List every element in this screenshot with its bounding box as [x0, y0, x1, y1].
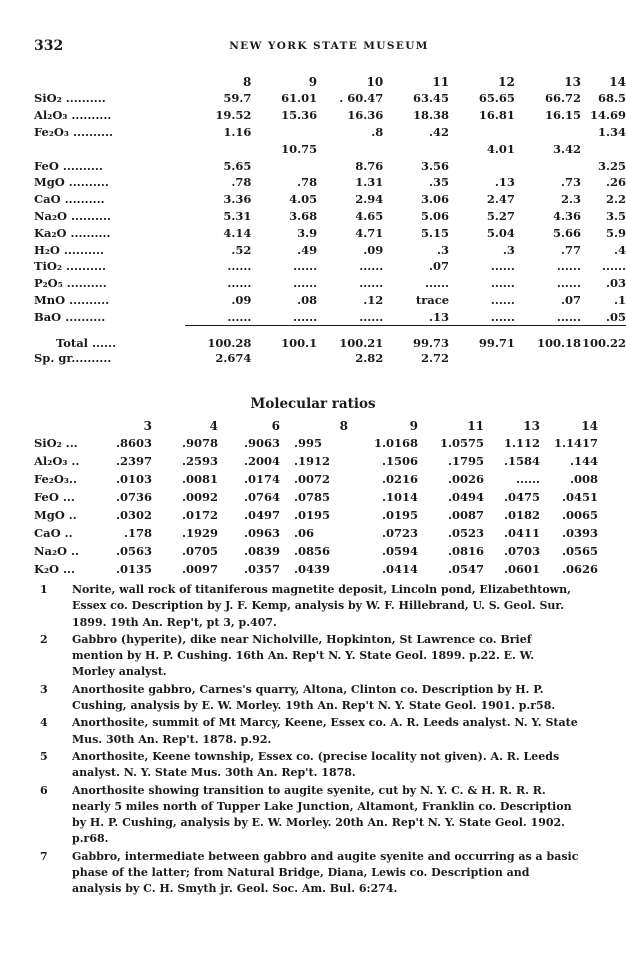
oxide-label: Na₂O .......... — [34, 208, 112, 223]
ratio-cell: .0414 — [381, 562, 418, 576]
footnote-text: Anorthosite, summit of Mt Marcy, Keene, Essex co. A. R. Leeds analyst. N. Y. State Mus. 30th An. Rep't. 1878. p.92. — [72, 716, 578, 746]
ratio-cell: 1.1417 — [553, 436, 598, 450]
analysis-cell: ...... — [359, 259, 384, 274]
footnote — [40, 783, 580, 848]
analysis-cell: .8 — [371, 124, 384, 139]
ratio-cell: .0195 — [381, 508, 418, 522]
ratio-cell: .0026 — [447, 472, 484, 486]
analysis-cell: 1.31 — [355, 175, 384, 190]
analysis-cell: .13 — [494, 175, 515, 190]
analysis-cell: 14.69 — [589, 108, 626, 123]
analysis-cell — [515, 124, 581, 141]
ratio-cell: .0451 — [561, 490, 598, 504]
analysis-cell: ...... — [490, 259, 515, 274]
analysis-cell: .09 — [231, 292, 252, 307]
ratio-cell: .0494 — [447, 490, 484, 504]
analysis-cell — [185, 140, 251, 157]
analysis-cell: 5.9 — [605, 225, 626, 240]
analysis-cell: ...... — [227, 259, 252, 274]
oxide-label: FeO ... — [34, 490, 75, 504]
analysis-cell — [251, 157, 317, 174]
analysis-cell: 18.38 — [413, 108, 450, 123]
total-cell: 100.22 — [581, 326, 626, 351]
oxide-label: CaO .. — [34, 526, 73, 540]
ratio-cell: .0626 — [561, 562, 598, 576]
molecular-ratios-title: Molecular ratios — [250, 396, 376, 412]
oxide-label: Ka₂O .......... — [34, 225, 111, 240]
oxide-label: P₂O₅ .......... — [34, 276, 107, 291]
analysis-cell — [449, 157, 515, 174]
ratio-cell: .0785 — [294, 490, 331, 504]
footnote-number: 3 — [40, 682, 48, 696]
analysis-cell — [317, 140, 383, 157]
ratio-cell: .0087 — [447, 508, 484, 522]
ratio-cell: .0172 — [181, 508, 218, 522]
ratio-row — [34, 452, 598, 470]
chemical-analysis-table — [34, 74, 626, 365]
analysis-cell: 1.34 — [597, 124, 626, 139]
ratio-cell: .0135 — [115, 562, 152, 576]
analysis-cell: .73 — [560, 175, 581, 190]
analysis-row — [34, 124, 626, 141]
analysis-cell: .03 — [605, 276, 626, 291]
analysis-cell: 3.36 — [223, 192, 252, 207]
oxide-label: Al₂O₃ .......... — [34, 108, 112, 123]
total-cell: 100.28 — [185, 326, 251, 351]
analysis-row — [34, 208, 626, 225]
analysis-cell: 5.04 — [486, 225, 515, 240]
column-header: 4 — [209, 419, 218, 433]
analysis-cell: ...... — [293, 259, 318, 274]
analysis-cell: 65.65 — [478, 91, 515, 106]
ratio-cell: .0081 — [181, 472, 218, 486]
oxide-label: Al₂O₃ .. — [34, 454, 80, 468]
footnote-number: 5 — [40, 749, 48, 763]
analysis-cell: 66.72 — [544, 91, 581, 106]
total-cell: 100.1 — [251, 326, 317, 351]
ratio-cell: .1584 — [503, 454, 540, 468]
analysis-cell: 5.65 — [223, 158, 252, 173]
ratio-cell: .144 — [569, 454, 598, 468]
ratio-cell: .0411 — [503, 526, 540, 540]
ratio-cell: .008 — [569, 472, 598, 486]
oxide-label: Fe₂O₃ .......... — [34, 124, 113, 139]
analysis-cell: 16.15 — [544, 108, 581, 123]
analysis-cell: .52 — [231, 242, 252, 257]
analysis-header-row — [34, 74, 626, 90]
analysis-cell: 8.76 — [355, 158, 384, 173]
analysis-cell: ...... — [227, 276, 252, 291]
molecular-ratios-table — [34, 418, 598, 578]
column-header: 6 — [271, 419, 280, 433]
oxide-label: Fe₂O₃.. — [34, 472, 77, 486]
analysis-cell: 3.42 — [552, 141, 581, 156]
analysis-cell: .78 — [297, 175, 318, 190]
analysis-cell: 68.5 — [597, 91, 626, 106]
column-header: 11 — [432, 75, 450, 89]
ratio-cell: .1795 — [447, 454, 484, 468]
ratio-cell: .1014 — [381, 490, 418, 504]
column-header: 14 — [609, 75, 626, 89]
ratio-cell: .9078 — [181, 436, 218, 450]
oxide-label: MnO .......... — [34, 292, 110, 307]
oxide-label: SiO₂ .......... — [34, 91, 106, 106]
analysis-cell: ...... — [556, 309, 581, 324]
analysis-row — [34, 241, 626, 258]
ratio-cell: ...... — [515, 472, 540, 486]
analysis-cell: 3.9 — [297, 225, 318, 240]
ratio-row — [34, 434, 598, 452]
oxide-label: TiO₂ .......... — [34, 259, 107, 274]
analysis-cell: 16.36 — [347, 108, 384, 123]
analysis-cell: ...... — [556, 276, 581, 291]
analysis-cell: .09 — [363, 242, 384, 257]
analysis-row — [34, 275, 626, 292]
ratio-cell: .0097 — [181, 562, 218, 576]
ratio-row — [34, 542, 598, 560]
analysis-cell: .4 — [613, 242, 626, 257]
total-cell: 100.18 — [515, 326, 581, 351]
analysis-cell: 5.15 — [421, 225, 450, 240]
ratio-cell: .0723 — [381, 526, 418, 540]
ratio-cell: .0856 — [294, 544, 331, 558]
analysis-cell: 2.94 — [355, 192, 384, 207]
analysis-cell: ...... — [359, 276, 384, 291]
ratio-cell: .995 — [294, 436, 323, 450]
ratio-cell: .06 — [294, 526, 315, 540]
analysis-cell: 4.05 — [289, 192, 318, 207]
analysis-row — [34, 292, 626, 309]
ratio-cell: .0072 — [294, 472, 331, 486]
analysis-cell: .07 — [429, 259, 450, 274]
ratio-row — [34, 488, 598, 506]
ratio-cell: .0439 — [294, 562, 331, 576]
analysis-cell: 2.3 — [560, 192, 581, 207]
analysis-cell: 3.56 — [421, 158, 450, 173]
analysis-row — [34, 258, 626, 275]
analysis-cell: 4.36 — [552, 208, 581, 223]
analysis-cell: .3 — [502, 242, 515, 257]
ratio-cell: .1912 — [294, 454, 331, 468]
analysis-row — [34, 224, 626, 241]
analysis-cell: 16.81 — [478, 108, 515, 123]
ratio-row — [34, 560, 598, 578]
footnote — [40, 715, 580, 748]
ratios-header-row — [34, 418, 598, 434]
oxide-label: FeO .......... — [34, 158, 103, 173]
oxide-label: SiO₂ ... — [34, 436, 78, 450]
analysis-cell: ...... — [490, 276, 515, 291]
specific-gravity-cell — [449, 350, 515, 365]
footnote — [40, 849, 580, 898]
analysis-cell: .05 — [605, 309, 626, 324]
specific-gravity-cell — [515, 350, 581, 365]
column-header: 8 — [242, 75, 252, 89]
analysis-cell: 4.71 — [355, 225, 384, 240]
ratio-cell: .0563 — [115, 544, 152, 558]
footnote — [40, 632, 580, 681]
analysis-cell: .78 — [231, 175, 252, 190]
ratio-cell: .0601 — [503, 562, 540, 576]
ratio-cell: .0816 — [447, 544, 484, 558]
footnote-number: 4 — [40, 716, 48, 730]
ratio-cell: .0103 — [115, 472, 152, 486]
specific-gravity-cell: 2.82 — [355, 350, 384, 365]
column-header: 8 — [339, 419, 348, 433]
footnote-text: Anorthosite, Keene township, Essex co. (precise locality not given). A. R. Leeds analyst. N. Y. State Mus. 30th An. Rep't. 1878. — [72, 749, 560, 780]
analysis-cell: 2.47 — [486, 192, 515, 207]
oxide-label: Na₂O .. — [34, 544, 80, 558]
analysis-cell: .35 — [429, 175, 450, 190]
oxide-label: BaO .......... — [34, 310, 106, 324]
running-head: NEW YORK STATE MUSEUM — [229, 40, 429, 52]
analysis-cell: ...... — [293, 276, 318, 291]
specific-gravity-cell — [581, 350, 626, 365]
analysis-cell: 5.66 — [552, 225, 581, 240]
total-row — [34, 326, 626, 351]
analysis-cell: 19.52 — [215, 108, 252, 123]
column-header: 9 — [409, 419, 418, 433]
oxide-label: MgO .......... — [34, 175, 109, 190]
ratio-row — [34, 524, 598, 542]
analysis-cell: 4.14 — [223, 225, 252, 240]
analysis-cell: ...... — [490, 292, 515, 307]
analysis-cell: ...... — [425, 276, 450, 291]
analysis-cell: 15.36 — [281, 108, 318, 123]
column-header: 13 — [564, 75, 581, 89]
analysis-cell: 61.01 — [281, 91, 318, 106]
analysis-cell: 63.45 — [413, 91, 450, 106]
total-cell: 99.71 — [449, 326, 515, 351]
column-header: 10 — [366, 75, 384, 89]
analysis-cell: 59.7 — [223, 91, 252, 106]
analysis-cell: .13 — [429, 309, 450, 324]
analysis-cell: 10.75 — [281, 141, 318, 156]
footnote-text: Norite, wall rock of titaniferous magnetite deposit, Lincoln pond, Elizabethtown, Essex co. Description by J. F. Kemp, analysis by W. F. Hillebrand, U. S. Geol. Sur. 1899. 19th An. Rep't, pt 3, p.407. — [72, 583, 571, 629]
analysis-cell: 3.5 — [605, 208, 626, 223]
ratio-cell: .0092 — [181, 490, 218, 504]
analysis-cell: 5.06 — [421, 208, 450, 223]
analysis-cell: .08 — [297, 292, 318, 307]
analysis-cell — [581, 140, 626, 157]
ratio-cell: .0963 — [243, 526, 280, 540]
column-header: 9 — [308, 75, 318, 89]
footnote-number: 1 — [40, 583, 48, 596]
ratio-cell: .178 — [123, 526, 152, 540]
page-number: 332 — [34, 38, 64, 54]
ratio-cell: 1.0168 — [373, 436, 418, 450]
ratio-cell: 1.0575 — [439, 436, 484, 450]
ratio-cell: .0357 — [243, 562, 280, 576]
analysis-cell: 2.2 — [605, 192, 626, 207]
analysis-cell — [515, 157, 581, 174]
analysis-row — [34, 308, 626, 325]
ratio-cell: .0393 — [561, 526, 598, 540]
ratio-cell: .0174 — [243, 472, 280, 486]
ratio-cell: .0065 — [561, 508, 598, 522]
analysis-cell: .07 — [560, 292, 581, 307]
ratio-cell: .1929 — [181, 526, 218, 540]
analysis-cell: .26 — [605, 175, 626, 190]
ratio-cell: .0705 — [181, 544, 218, 558]
column-header: 3 — [143, 419, 152, 433]
analysis-cell: .12 — [363, 292, 384, 307]
footnote — [40, 749, 580, 782]
ratio-row — [34, 470, 598, 488]
analysis-cell: 3.06 — [421, 192, 450, 207]
footnote-number: 7 — [40, 849, 48, 863]
analysis-row — [34, 107, 626, 124]
analysis-cell: 1.16 — [223, 124, 252, 139]
oxide-label: K₂O ... — [34, 562, 76, 576]
footnote-number: 2 — [40, 632, 48, 646]
analysis-cell: ...... — [490, 309, 515, 324]
analysis-cell: ...... — [227, 309, 252, 324]
specific-gravity-cell: 2.674 — [215, 350, 252, 365]
analysis-cell: 4.01 — [486, 141, 515, 156]
analysis-row — [34, 174, 626, 191]
total-cell: 99.73 — [383, 326, 449, 351]
ratio-cell: .0565 — [561, 544, 598, 558]
footnote-text: Anorthosite gabbro, Carnes's quarry, Altona, Clinton co. Description by H. P. Cushing, analysis by E. W. Morley. 19th An. Rep't N. Y. State Geol. 1901. p.r58. — [72, 682, 556, 713]
ratio-cell: .2004 — [243, 454, 280, 468]
column-header: 14 — [581, 419, 598, 433]
analysis-cell: .77 — [560, 242, 581, 257]
oxide-label — [34, 140, 185, 157]
footnote-text: Gabbro, intermediate between gabbro and augite syenite and occurring as a basic phase of the latter; from Natural Bridge, Diana, Lewis co. Description and analysis by C. H. Smyth jr. Geol. Soc. Am. Bul. 6:274. — [72, 849, 579, 896]
analysis-cell: ...... — [293, 309, 318, 324]
analysis-cell — [383, 140, 449, 157]
ratio-cell: .0703 — [503, 544, 540, 558]
analysis-cell: 3.68 — [289, 208, 318, 223]
ratio-row — [34, 506, 598, 524]
analysis-cell: ...... — [359, 309, 384, 324]
analysis-cell — [449, 124, 515, 141]
footnote-text: Anorthosite showing transition to augite syenite, cut by N. Y. C. & H. R. R. R. nearly 5 miles north of Tupper Lake Junction, Altamont, Franklin co. Description by H. P. Cushing, analysis by E. W. Morley. 20th An. Rep't N. Y. State Geol. 1902. p.r68. — [72, 783, 572, 846]
analysis-row — [34, 90, 626, 107]
footnote-number: 6 — [40, 783, 48, 797]
oxide-label: H₂O .......... — [34, 242, 104, 257]
total-label: Total ...... — [56, 335, 117, 350]
analysis-cell: 5.27 — [486, 208, 515, 223]
analysis-cell: .42 — [429, 124, 450, 139]
specific-gravity-row — [34, 350, 626, 365]
ratio-cell: .8603 — [115, 436, 152, 450]
ratio-cell: .0839 — [243, 544, 280, 558]
specific-gravity-cell: 2.72 — [421, 350, 450, 365]
ratio-cell: .0547 — [447, 562, 484, 576]
ratio-cell: .0736 — [115, 490, 152, 504]
oxide-label: CaO .......... — [34, 192, 105, 207]
ratio-cell: .1506 — [381, 454, 418, 468]
analysis-cell: 5.31 — [223, 208, 252, 223]
footnote — [40, 582, 580, 631]
ratio-cell: .0523 — [447, 526, 484, 540]
analysis-cell: .49 — [297, 242, 318, 257]
analysis-cell — [251, 124, 317, 141]
ratio-cell: .0594 — [381, 544, 418, 558]
specific-gravity-cell — [251, 350, 317, 365]
ratio-cell: .0195 — [294, 508, 331, 522]
ratio-cell: .2397 — [115, 454, 152, 468]
analysis-cell: .3 — [437, 242, 450, 257]
page-header — [34, 38, 594, 54]
column-header: 11 — [467, 419, 484, 433]
analysis-row — [34, 140, 626, 157]
ratio-cell: .0764 — [243, 490, 280, 504]
specific-gravity-label: Sp. gr.......... — [34, 350, 112, 365]
analysis-cell: 3.25 — [597, 158, 626, 173]
footnotes — [40, 582, 580, 899]
analysis-cell: ...... — [556, 259, 581, 274]
ratio-cell: .9063 — [243, 436, 280, 450]
column-header: 13 — [523, 419, 540, 433]
total-cell: 100.21 — [317, 326, 383, 351]
analysis-cell: . 60.47 — [339, 91, 384, 106]
ratio-cell: .0475 — [503, 490, 540, 504]
analysis-cell: 4.65 — [355, 208, 384, 223]
ratio-cell: .0497 — [243, 508, 280, 522]
analysis-cell: .1 — [613, 292, 626, 307]
ratio-cell: .0216 — [381, 472, 418, 486]
ratio-cell: .0302 — [115, 508, 152, 522]
column-header: 12 — [498, 75, 515, 89]
analysis-row — [34, 191, 626, 208]
analysis-row — [34, 157, 626, 174]
footnote-text: Gabbro (hyperite), dike near Nicholville, Hopkinton, St Lawrence co. Brief mention by H. P. Cushing. 16th An. Rep't N. Y. State Geol. 1899. p.22. E. W. Morley analyst. — [72, 632, 535, 679]
ratio-cell: 1.112 — [503, 436, 540, 450]
oxide-label: MgO .. — [34, 508, 77, 522]
footnote — [40, 682, 580, 715]
ratio-cell: .0182 — [503, 508, 540, 522]
analysis-cell: trace — [415, 292, 450, 307]
analysis-cell: ...... — [601, 259, 626, 274]
ratio-cell: .2593 — [181, 454, 218, 468]
